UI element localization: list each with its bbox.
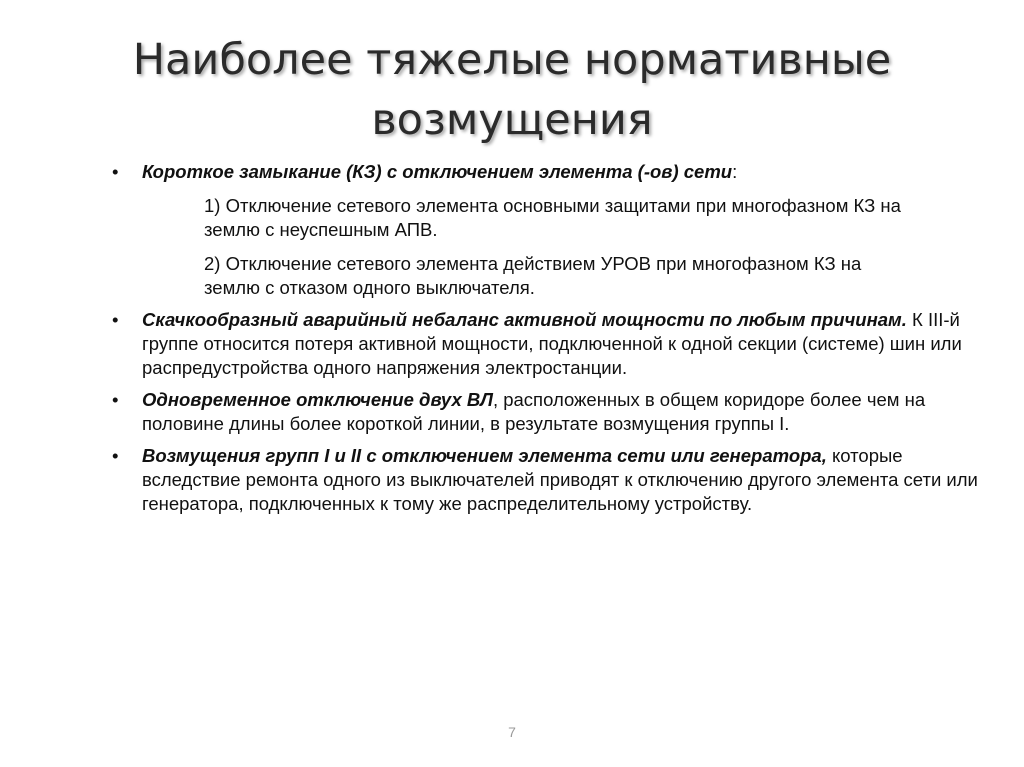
- slide-title: [60, 30, 964, 150]
- slide-title-line-2: возмущения: [371, 95, 653, 145]
- bullet-icon: •: [112, 389, 119, 410]
- subitem-2: 2) Отключение сетевого элемента действием УРОВ при многофазном КЗ на землю с отказом одного выключателя.: [204, 253, 862, 298]
- bullet-3-heading: Одновременное отключение двух ВЛ: [142, 389, 493, 410]
- bullet-4-text: которые вследствие ремонта одного из выключателей приводят к отключению другого элемента сети или генератора, подключенных к тому же распределительному устройству.: [142, 445, 978, 514]
- bullet-item-3: [112, 388, 982, 436]
- bullet-list: [112, 160, 982, 524]
- bullet-item-2: [112, 308, 982, 380]
- bullet-item-1: [112, 160, 982, 184]
- bullet-2-heading: Скачкообразный аварийный небаланс активной мощности по любым причинам.: [142, 309, 907, 330]
- bullet-1-heading: Короткое замыкание (КЗ) с отключением элемента (-ов) сети: [142, 161, 733, 182]
- subitem-1: 1) Отключение сетевого элемента основными защитами при многофазном КЗ на землю с неуспешным АПВ.: [204, 195, 901, 240]
- slide-title-line-1: Наиболее тяжелые нормативные: [132, 35, 892, 85]
- bullet-3-text: , расположенных в общем коридоре более чем на половине длины более короткой линии, в результате возмущения группы I.: [142, 389, 926, 434]
- bullet-icon: •: [112, 309, 119, 330]
- bullet-2-text: К III-й группе относится потеря активной мощности, подключенной к одной секции (системе) шин или распредустройства одного напряжения электростанции.: [142, 309, 962, 378]
- bullet-item-4: [112, 444, 982, 516]
- page-number: 7: [508, 724, 516, 740]
- bullet-1-text: :: [732, 161, 738, 182]
- bullet-icon: •: [112, 445, 119, 466]
- bullet-icon: •: [112, 161, 119, 182]
- bullet-4-heading: Возмущения групп I и II с отключением элемента сети или генератора,: [142, 445, 827, 466]
